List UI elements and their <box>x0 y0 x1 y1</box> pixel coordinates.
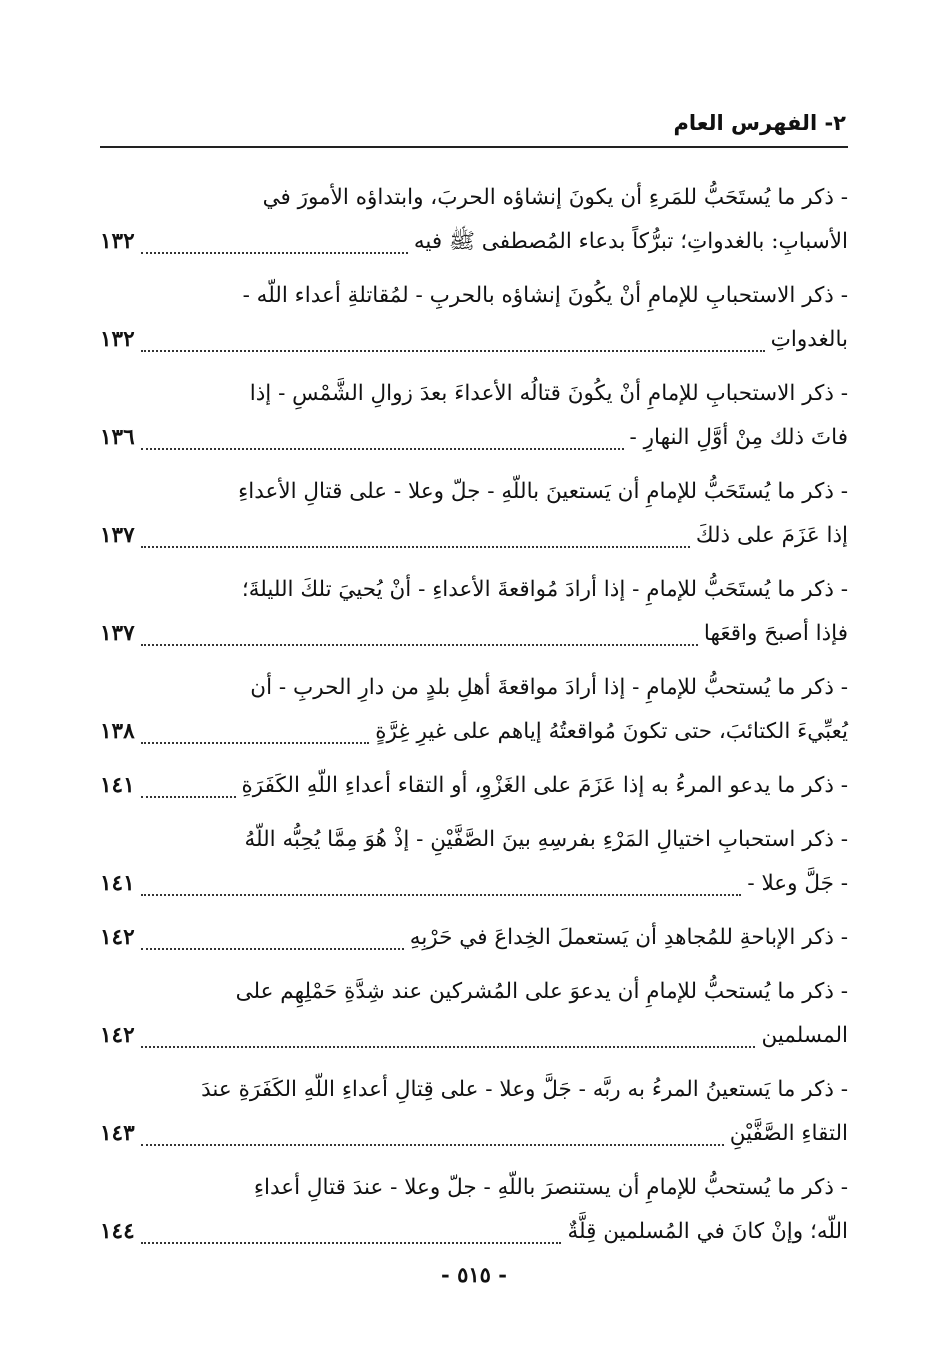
entry-text: - ذكر استحبابِ اختيالِ المَرْءِ بفرسِهِ بينَ الصَّفَّيْنِ - إذْ هُوَ مِمَّا يُحِبُّه اللّهُ <box>244 827 848 852</box>
entry-page-number: ١٣٦ <box>100 425 135 450</box>
dot-leader <box>141 893 742 896</box>
entry-last-text: اللّه؛ وإنْ كانَ في المُسلمين قِلَّةٌ <box>567 1219 848 1244</box>
entry-text: - ذكر ما يُستَحَبُّ للإمامِ - إذا أرادَ مُواقعةَ الأعداءِ - أنْ يُحييَ تلكَ الليلةَ؛ <box>241 577 848 602</box>
dot-leader <box>141 349 765 352</box>
entry-last-line <box>100 1112 848 1156</box>
index-entry <box>100 176 848 264</box>
dot-leader <box>141 1143 724 1146</box>
entry-page-number: ١٤٣ <box>100 1121 135 1146</box>
index-entry <box>100 916 848 960</box>
index-entry <box>100 764 848 808</box>
entry-last-line <box>100 416 848 460</box>
entry-page-number: ١٣٧ <box>100 621 135 646</box>
entry-page-number: ١٤٤ <box>100 1219 135 1244</box>
index-entry <box>100 372 848 460</box>
dot-leader <box>141 1241 562 1244</box>
entry-page-number: ١٤٢ <box>100 925 135 950</box>
dot-leader <box>141 643 698 646</box>
index-entry <box>100 818 848 906</box>
section-title: ٢- الفهرس العام <box>673 111 846 135</box>
index-entry <box>100 666 848 754</box>
entry-page-number: ١٣٢ <box>100 229 135 254</box>
index-entries <box>100 176 848 1254</box>
entry-text: - ذكر الاستحبابِ للإمامِ أنْ يكُونَ قتالُه الأعداءَ بعدَ زوالِ الشَّمْسِ - إذا <box>249 381 848 406</box>
entry-last-line <box>100 916 848 960</box>
entry-last-line <box>100 1014 848 1058</box>
entry-last-text: المسلمين <box>761 1023 848 1048</box>
entry-page-number: ١٣٢ <box>100 327 135 352</box>
index-entry <box>100 1068 848 1156</box>
entry-last-line <box>100 862 848 906</box>
dot-leader <box>141 947 404 950</box>
entry-page-number: ١٣٨ <box>100 719 135 744</box>
entry-last-text: فإذا أصبحَ واقعَها <box>703 621 848 646</box>
entry-last-line <box>100 318 848 362</box>
dot-leader <box>141 251 408 254</box>
dot-leader <box>141 1045 756 1048</box>
index-entry <box>100 274 848 362</box>
running-header <box>100 106 848 148</box>
entry-text: - ذكر ما يُستحبُّ للإمامِ أن يستنصرَ باللّهِ - جلّ وعلا - عندَ قتالِ أعداءِ <box>253 1175 848 1200</box>
dot-leader <box>141 545 690 548</box>
entry-last-text: التقاءِ الصَّفَّيْنِ <box>729 1121 848 1146</box>
entry-last-line <box>100 220 848 264</box>
entry-last-text: فاتَ ذلك مِنْ أوَّلِ النهارِ - <box>629 425 848 450</box>
dot-leader <box>141 447 624 450</box>
dot-leader <box>141 795 236 798</box>
entry-text: - ذكر ما يُستَحَبُّ للمَرءِ أن يكونَ إنشاؤه الحربَ، وابتداؤه الأمورَ في <box>262 185 848 210</box>
entry-last-text: - ذكر ما يدعو المرءُ به إذا عَزَمَ على الغَزْوِ، أو التقاء أعداءِ اللّهِ الكَفَرَةِ <box>241 773 848 798</box>
entry-last-text: يُعبِّيءَ الكتائبَ، حتى تكونَ مُواقعتُهُ إياهم على غيرِ غِرَّةٍ <box>375 719 848 744</box>
entry-last-line <box>100 764 848 808</box>
entry-text: - ذكر ما يُستحبُّ للإمامِ - إذا أرادَ مواقعةَ أهلِ بلدٍ من دارِ الحربِ - أن <box>250 675 848 700</box>
dot-leader <box>141 741 370 744</box>
index-entry <box>100 470 848 558</box>
entry-text: - ذكر ما يَستعينُ المرءُ به ربَّه - جَلَّ وعلا - على قِتالِ أعداءِ اللّهِ الكَفَرَةِ عندَ <box>201 1077 848 1102</box>
entry-page-number: ١٤١ <box>100 773 135 798</box>
entry-last-line <box>100 514 848 558</box>
entry-last-text: الأسبابِ: بالغدواتِ؛ تبرُّكاً بدعاء المُصطفى ﷺ فيه <box>413 229 848 254</box>
entry-last-line <box>100 710 848 754</box>
page-number-footer: - ٥١٥ - <box>441 1262 507 1287</box>
entry-last-text: - ذكر الإباحةِ للمُجاهدِ أن يَستعملَ الخِداعَ في حَرْبِهِ <box>409 925 848 950</box>
entry-last-line <box>100 1210 848 1254</box>
entry-text: - ذكر ما يُستَحَبُّ للإمامِ أن يَستعينَ باللّهِ - جلّ وعلا - على قتالِ الأعداءِ <box>238 479 848 504</box>
entry-last-line <box>100 612 848 656</box>
index-entry <box>100 1166 848 1254</box>
entry-last-text: بالغدواتِ <box>770 327 848 352</box>
index-entry <box>100 970 848 1058</box>
index-entry <box>100 568 848 656</box>
entry-last-text: إذا عَزَمَ على ذلكَ <box>695 523 848 548</box>
entry-text: - ذكر ما يُستحبُّ للإمامِ أن يدعوَ على المُشركين عند شِدَّةِ حَمْلِهِم على <box>235 979 848 1004</box>
entry-page-number: ١٤٢ <box>100 1023 135 1048</box>
entry-last-text: - جَلَّ وعلا - <box>747 871 848 896</box>
entry-page-number: ١٣٧ <box>100 523 135 548</box>
entry-text: - ذكر الاستحبابِ للإمامِ أنْ يكُونَ إنشاؤه بالحربِ - لمُقاتلةِ أعداء اللّه - <box>242 283 848 308</box>
entry-page-number: ١٤١ <box>100 871 135 896</box>
